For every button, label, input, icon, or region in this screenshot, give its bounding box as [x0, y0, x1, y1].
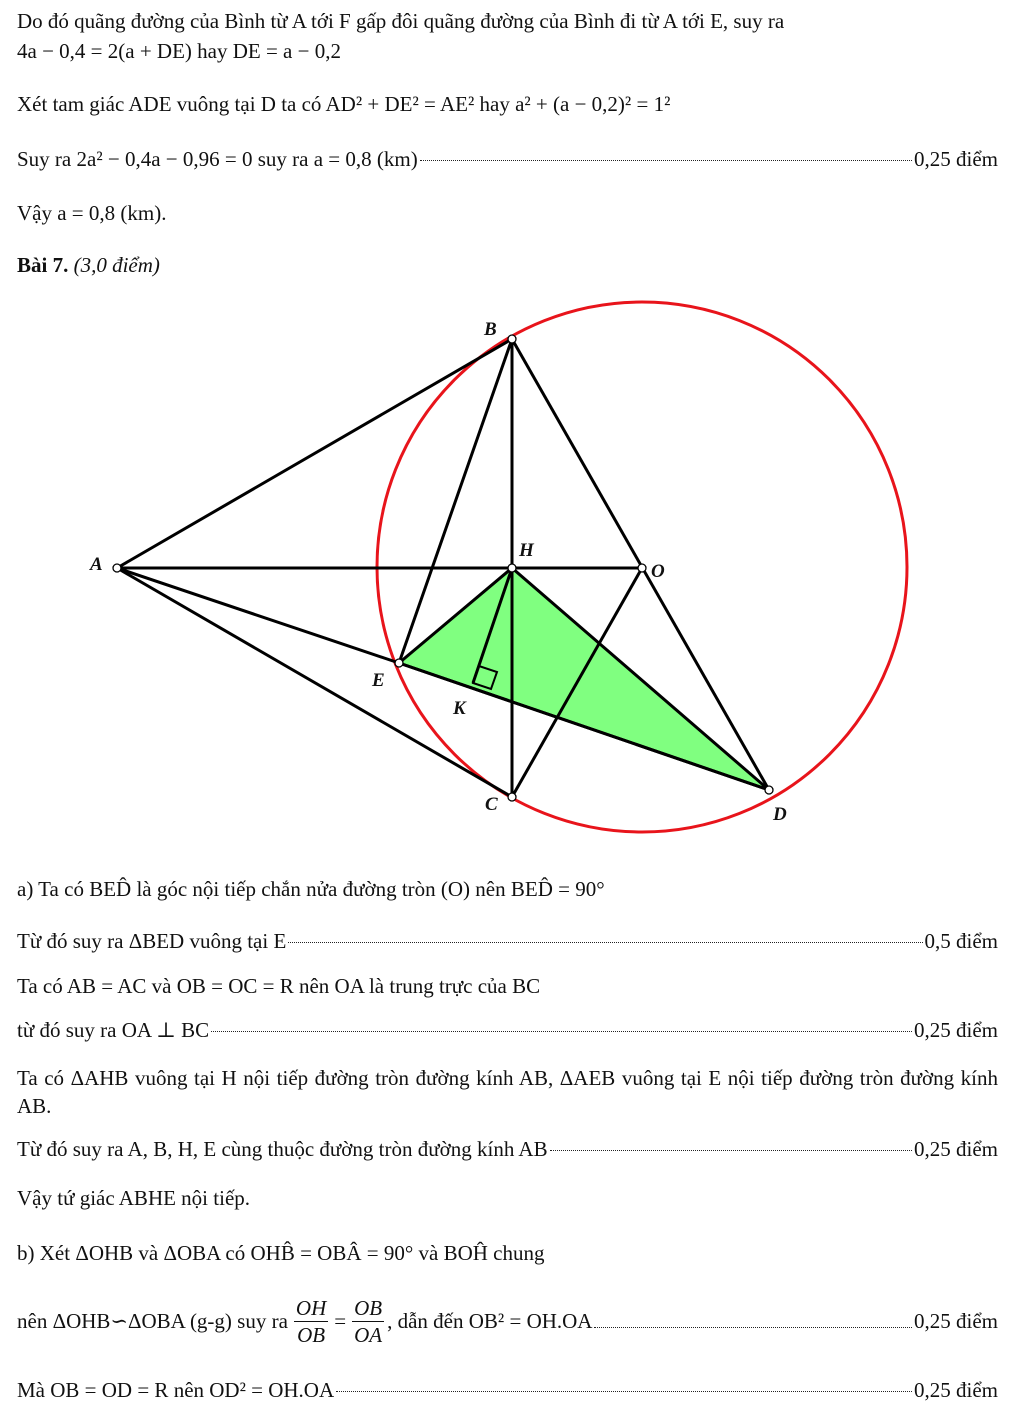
label-a: A [90, 554, 103, 575]
fraction-ob-oa [352, 1295, 384, 1348]
label-o: O [651, 561, 665, 582]
fraction-denominator: OB [297, 1322, 326, 1347]
text-line-4 [17, 146, 998, 172]
problem-heading [17, 252, 998, 278]
solution-a-line-4 [17, 1017, 998, 1043]
dot-leader [550, 1149, 912, 1151]
text-line-1: Do đó quãng đường của Bình từ A tới F gấp đôi quãng đường của Bình đi từ A tới E, suy ra [17, 9, 785, 33]
point-h [508, 564, 516, 572]
score-label: 0,25 điểm [914, 147, 998, 171]
fraction-numerator: OH [295, 1295, 327, 1320]
point-o [638, 564, 646, 572]
solution-b-line-2 [17, 1290, 998, 1352]
solution-a-line-5: Ta có ΔAHB vuông tại H nội tiếp đường tròn đường kính AB, ΔAEB vuông tại E nội tiếp đường tròn đường kính AB. [17, 1066, 998, 1118]
dot-leader [288, 941, 922, 943]
solution-a-line-7: Vậy tứ giác ABHE nội tiếp. [17, 1186, 251, 1210]
solution-b-line-1: b) Xét ΔOHB và ΔOBA có OHB̂ = OBÂ = 90° và BOĤ chung [17, 1241, 545, 1265]
dot-leader [211, 1030, 912, 1032]
score-label: 0,25 điểm [914, 1309, 998, 1333]
score-label: 0,25 điểm [914, 1378, 998, 1402]
point-a [113, 564, 121, 572]
score-label: 0,25 điểm [914, 1137, 998, 1161]
equals-sign: = [334, 1309, 347, 1333]
fraction-oh-ob [294, 1295, 328, 1348]
label-k: K [453, 698, 466, 719]
point-e [395, 659, 403, 667]
label-d: D [773, 804, 787, 825]
fraction-numerator: OB [354, 1295, 383, 1320]
score-label: 0,5 điểm [924, 929, 998, 953]
solution-b-line-2-post: , dẫn đến OB² = OH.OA [387, 1309, 593, 1333]
solution-b-line-3-body: Mà OB = OD = R nên OD² = OH.OA [17, 1378, 335, 1402]
solution-b-line-3 [17, 1377, 998, 1403]
dot-leader [336, 1390, 912, 1392]
label-b: B [484, 319, 497, 340]
text-line-5: Vậy a = 0,8 (km). [17, 201, 167, 225]
solution-a-line-4-body: từ đó suy ra OA ⊥ BC [17, 1018, 210, 1042]
text-line-4-body: Suy ra 2a² − 0,4a − 0,96 = 0 suy ra a = 0,8 (km) [17, 147, 418, 171]
segment-ab [117, 339, 512, 568]
solution-a-line-6-body: Từ đó suy ra A, B, H, E cùng thuộc đường tròn đường kính AB [17, 1137, 548, 1161]
score-label: 0,25 điểm [914, 1018, 998, 1042]
solution-b-line-2-pre: nên ΔOHB∽ΔOBA (g-g) suy ra [17, 1309, 288, 1333]
solution-a-line-2 [17, 928, 998, 954]
label-e: E [372, 670, 385, 691]
point-c [508, 793, 516, 801]
solution-a-line-2-body: Từ đó suy ra ΔBED vuông tại E [17, 929, 287, 953]
solution-a-line-3: Ta có AB = AC và OB = OC = R nên OA là trung trực của BC [17, 974, 541, 998]
point-b [508, 335, 516, 343]
solution-a-line-6 [17, 1136, 998, 1162]
label-c: C [485, 794, 498, 815]
dot-leader [420, 159, 912, 161]
geometry-figure [0, 295, 1031, 845]
point-d [765, 786, 773, 794]
fraction-denominator: OA [354, 1322, 383, 1347]
problem-points: (3,0 điểm) [73, 253, 160, 277]
label-h: H [519, 540, 534, 561]
text-line-2: 4a − 0,4 = 2(a + DE) hay DE = a − 0,2 [17, 39, 341, 63]
solution-a-line-1: a) Ta có BED̂ là góc nội tiếp chắn nửa đường tròn (O) nên BED̂ = 90° [17, 877, 605, 901]
text-line-3: Xét tam giác ADE vuông tại D ta có AD² + DE² = AE² hay a² + (a − 0,2)² = 1² [17, 92, 671, 116]
dot-leader [594, 1326, 912, 1328]
triangle-hed [399, 568, 769, 790]
problem-title: Bài 7. [17, 253, 69, 277]
